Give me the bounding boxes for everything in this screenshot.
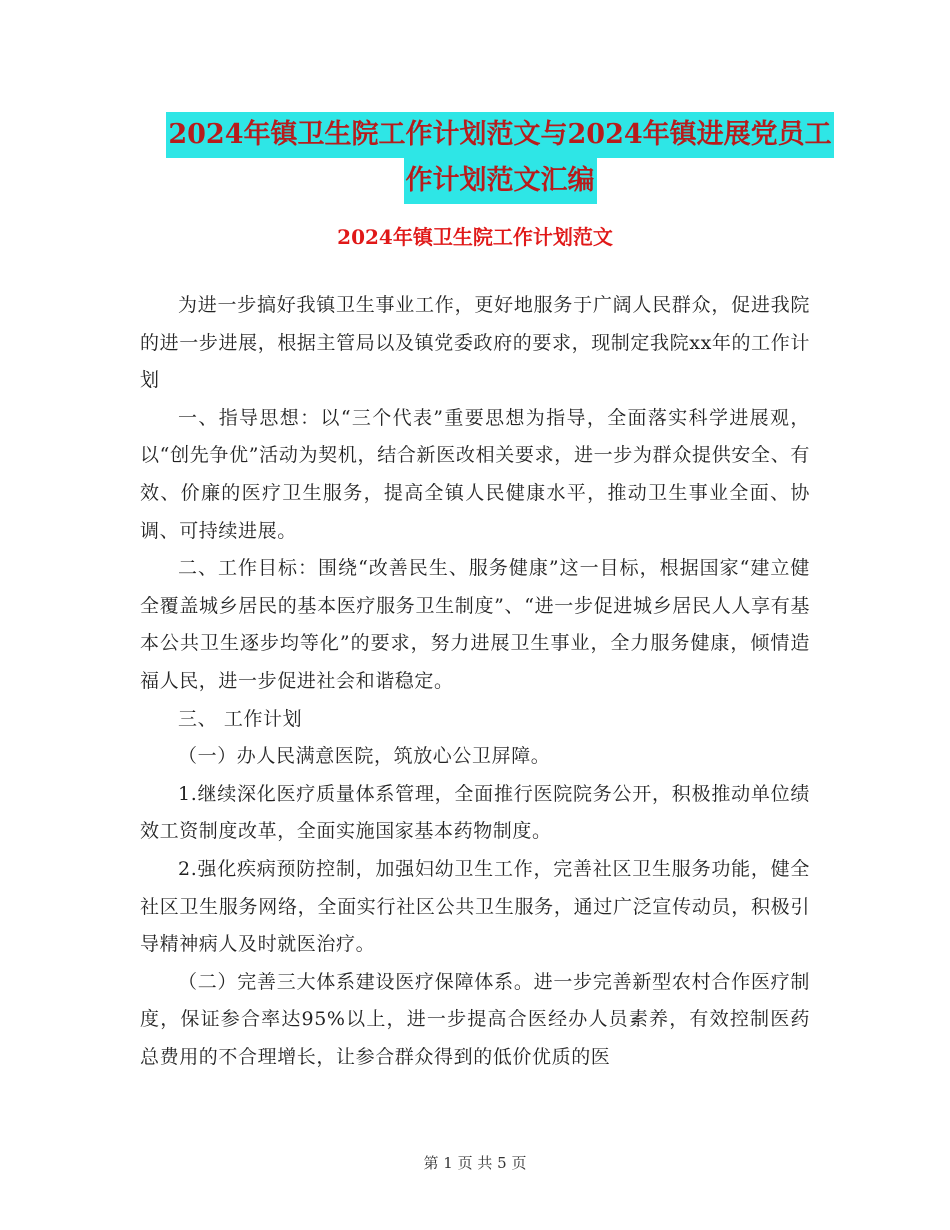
page-number-footer: 第 1 页 共 5 页 — [423, 1154, 527, 1172]
paragraph-intro: 为进一步搞好我镇卫生事业工作，更好地服务于广阔人民群众，促进我院的进一步进展，根据主管局以及镇党委政府的要求，现制定我院xx年的工作计划 — [140, 294, 810, 392]
paragraph-item-two: 2.强化疾病预防控制，加强妇幼卫生工作，完善社区卫生服务功能，健全社区卫生服务网络，全面实行社区公共卫生服务，通过广泛宣传动员，积极引导精神病人及时就医治疗。 — [140, 857, 810, 956]
paragraph-guiding-thought: 一、指导思想：以“三个代表”重要思想为指导，全面落实科学进展观，以“创先争优”活动为契机，结合新医改相关要求，进一步为群众提供安全、有效、价廉的医疗卫生服务，提高全镇人民健康水平，推动卫生事业全面、协调、可持续进展。 — [140, 406, 810, 542]
document-title — [120, 112, 880, 204]
document-title-line-1: 2024年镇卫生院工作计划范文与2024年镇进展党员工 — [166, 112, 833, 158]
paragraph-subsection-one: （一）办人民满意医院，筑放心公卫屏障。 — [178, 745, 551, 768]
paragraph-work-plan-heading: 三、 工作计划 — [178, 707, 303, 730]
paragraph-work-goals: 二、工作目标：围绕“改善民生、服务健康”这一目标，根据国家“建立健全覆盖城乡居民的基本医疗服务卫生制度”、“进一步促进城乡居民人人享有基本公共卫生逐步均等化”的要求，努力进展卫生事业，全力服务健康，倾情造福人民，进一步促进社会和谐稳定。 — [140, 557, 810, 692]
paragraph-item-one: 1.继续深化医疗质量体系管理，全面推行医院院务公开，积极推动单位绩效工资制度改革，全面实施国家基本药物制度。 — [140, 782, 810, 843]
paragraph-subsection-two: （二）完善三大体系建设医疗保障体系。进一步完善新型农村合作医疗制度，保证参合率达95%以上，进一步提高合医经办人员素养，有效控制医药总费用的不合理增长，让参合群众得到的低价优质的医 — [140, 970, 810, 1068]
document-body — [140, 287, 810, 1076]
document-title-line-2: 作计划范文汇编 — [404, 158, 597, 204]
section-subtitle: 2024年镇卫生院工作计划范文 — [337, 225, 613, 249]
